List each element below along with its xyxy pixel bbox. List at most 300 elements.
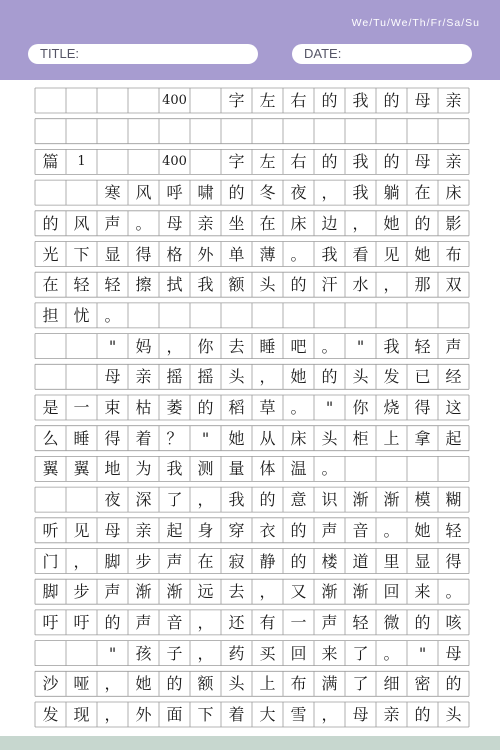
grid-cell: ， <box>104 705 121 724</box>
grid-cell: 母 <box>166 213 183 233</box>
grid-row <box>35 549 469 574</box>
grid-cell: 。 <box>445 582 462 602</box>
grid-cell: 光 <box>42 244 59 264</box>
grid-cell: 她 <box>228 428 245 448</box>
grid-cell: 了 <box>352 674 369 694</box>
grid-cell: 夜 <box>290 183 307 203</box>
grid-cell: 的 <box>290 275 307 295</box>
grid-cell: 显 <box>414 551 431 571</box>
grid-cell <box>221 119 252 144</box>
grid-row <box>35 88 469 113</box>
grid-cell: 她 <box>414 244 431 264</box>
grid-cell: 亲 <box>135 367 152 387</box>
grid-cell: " <box>418 643 427 663</box>
grid-cell <box>407 456 438 481</box>
grid-cell: 声 <box>321 612 338 632</box>
grid-cell: 上 <box>259 674 276 694</box>
grid-cell: 渐 <box>352 582 369 602</box>
grid-cell <box>35 487 66 512</box>
grid-cell: 头 <box>228 674 245 694</box>
grid-cell: 头 <box>445 705 462 724</box>
grid-cell <box>159 119 190 144</box>
grid-cell: ， <box>166 336 183 356</box>
grid-row <box>35 180 469 205</box>
grid-cell: 看 <box>352 244 369 264</box>
grid-cell: 去 <box>228 336 245 356</box>
grid-cell <box>35 119 66 144</box>
grid-cell: ， <box>104 674 121 694</box>
grid-cell: 步 <box>73 582 90 602</box>
grid-cell: 去 <box>228 582 245 602</box>
grid-cell: 的 <box>42 213 59 233</box>
grid-cell: 头 <box>228 367 245 387</box>
grid-cell: 头 <box>352 367 369 387</box>
grid-cell <box>97 119 128 144</box>
grid-cell: 的 <box>259 490 276 510</box>
grid-cell: 寂 <box>228 551 245 571</box>
grid-cell: ， <box>352 213 369 233</box>
grid-cell: 体 <box>259 459 276 479</box>
grid-cell: 得 <box>414 398 431 417</box>
grid-cell <box>314 303 345 328</box>
grid-cell <box>438 119 469 144</box>
grid-row <box>35 641 469 666</box>
grid-cell: 睡 <box>73 428 90 448</box>
grid-cell: 发 <box>383 367 400 387</box>
grid-cell: 声 <box>321 520 338 540</box>
grid-cell: 子 <box>166 643 183 663</box>
grid-cell: 的 <box>414 705 431 724</box>
grid-cell: 为 <box>135 459 152 479</box>
grid-cell: 额 <box>197 674 214 694</box>
grid-cell: 渐 <box>166 582 183 602</box>
grid-cell <box>66 364 97 389</box>
grid-cell: 。 <box>321 459 338 479</box>
grid-cell: 右 <box>290 91 307 110</box>
grid-cell: 还 <box>228 612 245 632</box>
grid-cell: 脚 <box>104 551 121 571</box>
grid-cell: 轻 <box>352 612 369 632</box>
grid-cell: 她 <box>383 213 400 233</box>
grid-cell: 翼 <box>42 459 59 479</box>
grid-cell: 草 <box>259 398 276 417</box>
grid-cell: 药 <box>228 643 245 663</box>
grid-cell: 起 <box>445 428 462 448</box>
grid-cell: 忧 <box>73 305 90 325</box>
grid-row <box>35 579 469 604</box>
grid-cell: 我 <box>197 275 214 295</box>
grid-cell: 渐 <box>352 490 369 510</box>
grid-cell: 起 <box>166 520 183 540</box>
grid-cell: 的 <box>166 674 183 694</box>
grid-cell: 左 <box>259 152 276 172</box>
grid-cell: 枯 <box>135 398 152 417</box>
grid-cell: 。 <box>135 213 152 233</box>
grid-cell: 左 <box>259 91 276 110</box>
grid-cell: 得 <box>135 244 152 264</box>
grid-cell: 着 <box>135 428 152 448</box>
grid-cell: 呼 <box>166 183 183 203</box>
grid-row <box>35 702 469 727</box>
grid-cell: 母 <box>104 520 121 540</box>
grid-cell: 着 <box>228 705 245 724</box>
grid-row <box>35 456 469 481</box>
grid-cell: 渐 <box>321 582 338 602</box>
grid-cell <box>35 641 66 666</box>
grid-cell: 格 <box>166 244 183 264</box>
grid-cell: 细 <box>383 674 400 694</box>
grid-cell: 水 <box>352 275 369 295</box>
grid-cell: 意 <box>290 490 307 510</box>
grid-cell: 。 <box>383 643 400 663</box>
grid-cell: 柜 <box>352 428 369 448</box>
grid-cell: 一 <box>290 612 307 632</box>
essay-text <box>0 80 500 750</box>
grid-cell: 外 <box>135 705 152 724</box>
grid-cell: 买 <box>259 643 276 663</box>
grid-cell: 发 <box>42 705 59 724</box>
grid-cell: 烧 <box>383 398 400 417</box>
grid-cell <box>407 303 438 328</box>
grid-cell <box>190 303 221 328</box>
grid-cell: 听 <box>42 520 59 540</box>
grid-row <box>35 364 469 389</box>
grid-cell: 脚 <box>42 582 59 602</box>
grid-cell: 门 <box>42 551 59 571</box>
grid-cell: 翼 <box>73 459 90 479</box>
grid-cell: 一 <box>73 398 90 417</box>
grid-cell: 啸 <box>197 183 214 203</box>
date-field[interactable]: DATE: <box>292 44 472 64</box>
grid-cell: 声 <box>166 551 183 571</box>
grid-cell: 的 <box>321 367 338 387</box>
grid-cell: 我 <box>352 152 369 172</box>
grid-cell: 轻 <box>414 336 431 356</box>
grid-cell: 拿 <box>414 428 431 448</box>
grid-cell: 的 <box>445 674 462 694</box>
grid-cell: 的 <box>321 152 338 172</box>
grid-cell: 的 <box>104 612 121 632</box>
grid-cell <box>314 119 345 144</box>
grid-cell <box>438 456 469 481</box>
grid-cell: 是 <box>42 398 59 417</box>
grid-cell: 已 <box>414 367 431 387</box>
grid-row <box>35 334 469 359</box>
grid-cell: 的 <box>290 551 307 571</box>
grid-cell: 。 <box>383 520 400 540</box>
grid-cell: 音 <box>352 520 369 540</box>
grid-row <box>35 242 469 267</box>
grid-cell: 摇 <box>197 367 214 387</box>
grid-cell: " <box>325 398 334 417</box>
grid-cell: ， <box>321 705 338 724</box>
grid-cell: 步 <box>135 551 152 571</box>
grid-cell <box>128 303 159 328</box>
grid-cell <box>66 334 97 359</box>
grid-cell: 模 <box>414 490 431 510</box>
grid-cell: 亲 <box>445 152 462 172</box>
grid-cell: 的 <box>321 91 338 110</box>
grid-cell <box>283 303 314 328</box>
grid-cell: 现 <box>73 705 90 724</box>
grid-cell: 回 <box>383 582 400 602</box>
grid-cell: 寒 <box>104 183 121 203</box>
grid-cell: 身 <box>197 520 214 540</box>
grid-cell: 轻 <box>73 275 90 295</box>
grid-row <box>35 149 469 174</box>
grid-paper <box>0 80 500 750</box>
grid-cell: 躺 <box>383 183 400 203</box>
bottom-edge <box>0 736 500 750</box>
grid-cell <box>376 303 407 328</box>
grid-cell: 声 <box>445 336 462 356</box>
grid-cell: 渐 <box>135 582 152 602</box>
grid-cell: 来 <box>414 582 431 602</box>
grid-cell <box>66 88 97 113</box>
grid-cell: 密 <box>414 674 431 694</box>
grid-cell <box>190 149 221 174</box>
grid-cell: 来 <box>321 643 338 663</box>
grid-cell: 床 <box>290 213 307 233</box>
grid-cell: 的 <box>290 520 307 540</box>
grid-cell: ， <box>197 643 214 663</box>
grid-cell: 满 <box>321 674 338 694</box>
grid-cell <box>252 119 283 144</box>
grid-cell: 声 <box>104 582 121 602</box>
grid-cell: 吧 <box>290 336 307 356</box>
grid-cell: 在 <box>42 275 59 295</box>
grid-cell: 那 <box>414 275 431 295</box>
grid-cell: 见 <box>73 520 90 540</box>
grid-cell: 。 <box>290 398 307 417</box>
grid-cell <box>345 303 376 328</box>
grid-row <box>35 211 469 236</box>
header-banner <box>0 0 500 80</box>
grid-cell: 穿 <box>228 520 245 540</box>
grid-cell: 么 <box>42 428 59 448</box>
grid-cell: 布 <box>290 674 307 694</box>
grid-cell: 床 <box>445 183 462 203</box>
grid-cell: 吁 <box>42 612 59 632</box>
grid-cell: 布 <box>445 244 462 264</box>
grid-cell: 亲 <box>383 705 400 724</box>
grid-cell <box>66 119 97 144</box>
grid-cell: 在 <box>197 551 214 571</box>
grid-cell: 母 <box>352 705 369 724</box>
grid-cell: 外 <box>197 244 214 264</box>
grid-cell: 道 <box>352 551 369 571</box>
grid-cell: 。 <box>321 336 338 356</box>
grid-cell: 经 <box>445 367 462 387</box>
grid-cell: 的 <box>414 213 431 233</box>
grid-cell: 头 <box>321 428 338 448</box>
grid-cell: 下 <box>197 705 214 724</box>
grid-cell: 担 <box>42 305 59 325</box>
grid-cell: 的 <box>383 152 400 172</box>
grid-cell: 篇 <box>42 152 59 172</box>
grid-cell: " <box>108 643 117 663</box>
grid-cell <box>97 149 128 174</box>
grid-cell <box>35 88 66 113</box>
grid-cell: 头 <box>259 275 276 295</box>
grid-cell: 我 <box>352 183 369 203</box>
grid-cell: 微 <box>383 612 400 632</box>
grid-cell <box>159 303 190 328</box>
grid-cell <box>35 364 66 389</box>
grid-cell: 汗 <box>321 275 338 295</box>
grid-cell: ， <box>197 612 214 632</box>
grid-row <box>35 426 469 451</box>
grid-cell: 字 <box>228 152 245 172</box>
grid-cell <box>407 119 438 144</box>
grid-row <box>35 610 469 635</box>
grid-row <box>35 303 469 328</box>
grid-cell: 400 <box>162 154 187 170</box>
grid-cell: 母 <box>414 91 431 110</box>
grid-cell: 的 <box>414 612 431 632</box>
grid-cell: ， <box>259 367 276 387</box>
grid-cell: 在 <box>259 213 276 233</box>
grid-cell: 擦 <box>135 275 152 295</box>
grid-cell: 在 <box>414 183 431 203</box>
grid-cell <box>376 119 407 144</box>
grid-cell <box>66 180 97 205</box>
grid-cell: 400 <box>162 93 187 108</box>
grid-cell: 了 <box>166 490 183 510</box>
grid-cell: 轻 <box>104 275 121 295</box>
grid-cell: 冬 <box>259 183 276 203</box>
grid-row <box>35 487 469 512</box>
grid-row <box>35 119 469 144</box>
grid-cell: 右 <box>290 152 307 172</box>
grid-cell: 声 <box>104 213 121 233</box>
grid-cell: 见 <box>383 244 400 264</box>
grid-cell: 大 <box>259 705 276 724</box>
grid-cell: 从 <box>259 428 276 448</box>
grid-cell: ， <box>73 551 90 571</box>
grid-cell <box>283 119 314 144</box>
grid-cell: 字 <box>228 91 245 110</box>
grid-cell <box>97 88 128 113</box>
grid-cell: 显 <box>104 244 121 264</box>
grid-cell: 亲 <box>135 520 152 540</box>
grid-row <box>35 518 469 543</box>
grid-row <box>35 395 469 420</box>
grid-cell: 测 <box>197 459 214 479</box>
grid-cell: 薄 <box>259 244 276 264</box>
grid-cell: 她 <box>290 367 307 387</box>
grid-cell: 这 <box>445 398 462 417</box>
grid-cell <box>438 303 469 328</box>
grid-cell: 。 <box>104 305 121 325</box>
grid-cell: 得 <box>445 551 462 571</box>
grid-cell: 量 <box>228 459 245 479</box>
grid-cell <box>128 88 159 113</box>
grid-cell: 母 <box>445 643 462 663</box>
grid-cell <box>221 303 252 328</box>
grid-cell: 额 <box>228 275 245 295</box>
grid-cell: 的 <box>228 183 245 203</box>
grid-cell <box>35 180 66 205</box>
grid-row <box>35 272 469 297</box>
grid-cell: 我 <box>383 336 400 356</box>
grid-cell: 糊 <box>445 490 462 510</box>
grid-cell: 睡 <box>259 336 276 356</box>
grid-cell: 回 <box>290 643 307 663</box>
grid-cell: 下 <box>73 244 90 264</box>
grid-cell: 上 <box>383 428 400 448</box>
grid-cell: 衣 <box>259 520 276 540</box>
grid-cell: 雪 <box>290 705 307 724</box>
grid-cell: 识 <box>321 490 338 510</box>
grid-cell: 音 <box>166 612 183 632</box>
grid-cell: 亲 <box>445 91 462 110</box>
grid-cell: 轻 <box>445 520 462 540</box>
grid-cell: ？ <box>166 428 183 448</box>
grid-cell: 拭 <box>166 275 183 295</box>
grid-row <box>35 671 469 696</box>
grid-cell: 的 <box>383 91 400 110</box>
grid-cell: 母 <box>414 152 431 172</box>
grid-cell: 风 <box>73 213 90 233</box>
grid-cell: " <box>201 428 210 448</box>
grid-cell: 面 <box>166 705 183 724</box>
grid-cell: ， <box>383 275 400 295</box>
grid-cell <box>128 119 159 144</box>
grid-cell: 我 <box>352 91 369 110</box>
grid-cell <box>66 487 97 512</box>
grid-cell: 沙 <box>42 674 59 694</box>
grid-cell: 里 <box>383 551 400 571</box>
grid-cell: 束 <box>104 398 121 417</box>
grid-cell <box>190 119 221 144</box>
grid-cell: " <box>356 336 365 356</box>
grid-cell: 她 <box>135 674 152 694</box>
grid-cell: 萎 <box>166 398 183 417</box>
grid-cell: 声 <box>135 612 152 632</box>
grid-cell: 温 <box>290 459 307 479</box>
grid-cell: 远 <box>197 582 214 602</box>
grid-cell: 妈 <box>135 336 152 356</box>
grid-cell: 楼 <box>321 551 338 571</box>
grid-cell: 得 <box>104 428 121 448</box>
grid-cell: 影 <box>445 213 462 233</box>
grid-cell: 咳 <box>445 612 462 632</box>
grid-cell: 1 <box>77 154 86 170</box>
grid-cell: 稻 <box>228 398 245 417</box>
grid-cell: 我 <box>228 490 245 510</box>
grid-cell <box>376 456 407 481</box>
grid-cell: 单 <box>228 244 245 264</box>
grid-cell: 你 <box>197 336 214 356</box>
grid-cell: 有 <box>259 612 276 632</box>
grid-cell: 。 <box>290 244 307 264</box>
grid-cell <box>66 641 97 666</box>
grid-cell: 地 <box>104 459 121 479</box>
weekday-labels: We/Tu/We/Th/Fr/Sa/Su <box>351 17 480 29</box>
grid-cell <box>35 334 66 359</box>
title-field[interactable]: TITLE: <box>28 44 258 64</box>
grid-cell: 渐 <box>383 490 400 510</box>
grid-cell: 孩 <box>135 643 152 663</box>
grid-cell: 了 <box>352 643 369 663</box>
grid-cell: 摇 <box>166 367 183 387</box>
grid-cell: 双 <box>445 275 462 295</box>
grid-cell: 哑 <box>73 674 90 694</box>
grid-cell: 亲 <box>197 213 214 233</box>
grid-cell: ， <box>321 183 338 203</box>
grid-cell: 夜 <box>104 490 121 510</box>
